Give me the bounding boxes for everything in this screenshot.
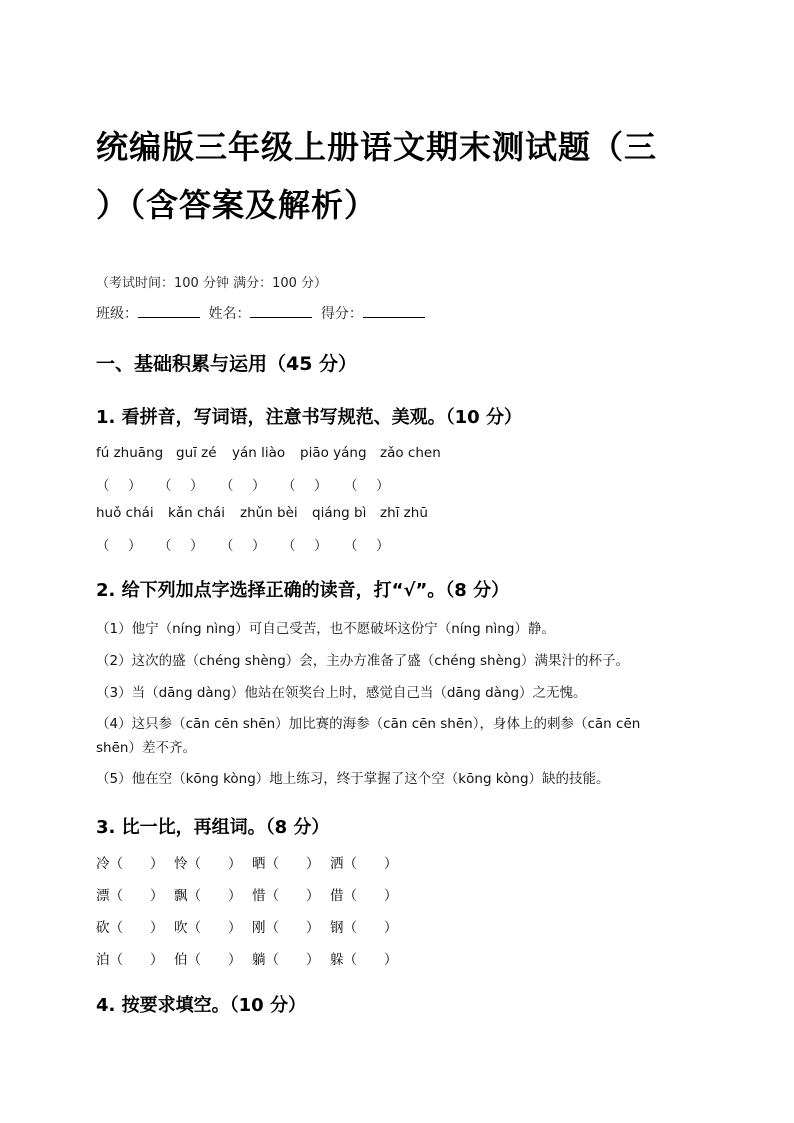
paren-close: ）: [376, 478, 390, 494]
q3-row: [96, 916, 408, 936]
pinyin-item: zǎo chen: [380, 445, 441, 461]
class-label: 班级：: [96, 306, 138, 322]
score-blank: [363, 305, 425, 318]
q3-row: [96, 852, 408, 872]
q3-row: [96, 948, 408, 968]
paren-open: （: [282, 538, 296, 554]
compare-char-cell: 伯（ ）: [174, 952, 242, 968]
compare-char-cell: 刚（ ）: [252, 920, 320, 936]
q4-heading: 4. 按要求填空。（10 分）: [96, 995, 306, 1016]
q1-pinyin-row1: [96, 445, 441, 461]
paren-open: （: [344, 538, 358, 554]
class-blank: [138, 305, 200, 318]
score-label: 得分：: [320, 306, 363, 322]
q2-item: （4）这只参（cān cēn shēn）加比赛的海参（cān cēn shēn），身体上的刺参（cān cēn: [96, 716, 641, 732]
q3-row: [96, 884, 408, 904]
student-info-form: [96, 303, 425, 323]
paren-close: ）: [314, 538, 328, 554]
q2-item: （3）当（dāng dàng）他站在领奖台上时，感觉自己当（dāng dàng）之无愧。: [96, 685, 587, 701]
compare-char-cell: 钢（ ）: [330, 920, 398, 936]
compare-char-cell: 冷（ ）: [96, 856, 164, 872]
name-label: 姓名：: [208, 306, 251, 322]
pinyin-item: huǒ chái: [96, 505, 154, 521]
q2-item: （1）他宁（níng nìng）可自己受苦，也不愿破坏这份宁（níng nìng）静。: [96, 621, 555, 637]
name-blank: [250, 305, 312, 318]
paren-close: ）: [128, 538, 142, 554]
q1-answer-row2: [96, 534, 406, 554]
compare-char-cell: 躲（ ）: [330, 952, 398, 968]
compare-char-cell: 泊（ ）: [96, 952, 164, 968]
paren-close: ）: [252, 478, 266, 494]
pinyin-item: qiáng bì: [312, 505, 367, 521]
pinyin-item: zhǔn bèi: [240, 505, 298, 521]
pinyin-item: guī zé: [176, 445, 217, 461]
section1-heading: 一、基础积累与运用（45 分）: [96, 353, 358, 375]
compare-char-cell: 飘（ ）: [174, 888, 242, 904]
q1-answer-row1: [96, 474, 406, 494]
paren-open: （: [158, 538, 172, 554]
q1-heading: 1. 看拼音，写词语，注意书写规范、美观。（10 分）: [96, 407, 522, 428]
document-title-line2: ）（含答案及解析）: [96, 186, 378, 224]
paren-open: （: [96, 538, 110, 554]
compare-char-cell: 洒（ ）: [330, 856, 398, 872]
paren-open: （: [344, 478, 358, 494]
pinyin-item: kǎn chái: [168, 505, 225, 521]
q2-item-continued: shēn）差不齐。: [96, 740, 196, 756]
q3-heading: 3. 比一比，再组词。（8 分）: [96, 817, 330, 838]
document-title-line1: 统编版三年级上册语文期末测试题（三: [96, 128, 658, 166]
pinyin-item: yán liào: [232, 445, 286, 461]
paren-close: ）: [314, 478, 328, 494]
paren-open: （: [220, 538, 234, 554]
paren-open: （: [282, 478, 296, 494]
compare-char-cell: 晒（ ）: [252, 856, 320, 872]
exam-info: （考试时间：100 分钟 满分：100 分）: [96, 276, 328, 291]
compare-char-cell: 躺（ ）: [252, 952, 320, 968]
paren-close: ）: [128, 478, 142, 494]
compare-char-cell: 怜（ ）: [174, 856, 242, 872]
q1-pinyin-row2: [96, 505, 428, 521]
pinyin-item: piāo yáng: [300, 445, 367, 461]
pinyin-item: zhī zhū: [380, 505, 428, 521]
paren-close: ）: [252, 538, 266, 554]
paren-close: ）: [376, 538, 390, 554]
paren-open: （: [158, 478, 172, 494]
q2-heading: 2. 给下列加点字选择正确的读音，打“√”。（8 分）: [96, 580, 510, 601]
paren-open: （: [96, 478, 110, 494]
compare-char-cell: 漂（ ）: [96, 888, 164, 904]
q2-item: （2）这次的盛（chéng shèng）会，主办方准备了盛（chéng shèng）满果汁的杯子。: [96, 653, 630, 669]
compare-char-cell: 吹（ ）: [174, 920, 242, 936]
q2-item: （5）他在空（kōng kòng）地上练习，终于掌握了这个空（kōng kòng）缺的技能。: [96, 771, 610, 787]
compare-char-cell: 借（ ）: [330, 888, 398, 904]
paren-close: ）: [190, 538, 204, 554]
compare-char-cell: 惜（ ）: [252, 888, 320, 904]
paren-open: （: [220, 478, 234, 494]
pinyin-item: fú zhuāng: [96, 445, 164, 461]
paren-close: ）: [190, 478, 204, 494]
compare-char-cell: 砍（ ）: [96, 920, 164, 936]
